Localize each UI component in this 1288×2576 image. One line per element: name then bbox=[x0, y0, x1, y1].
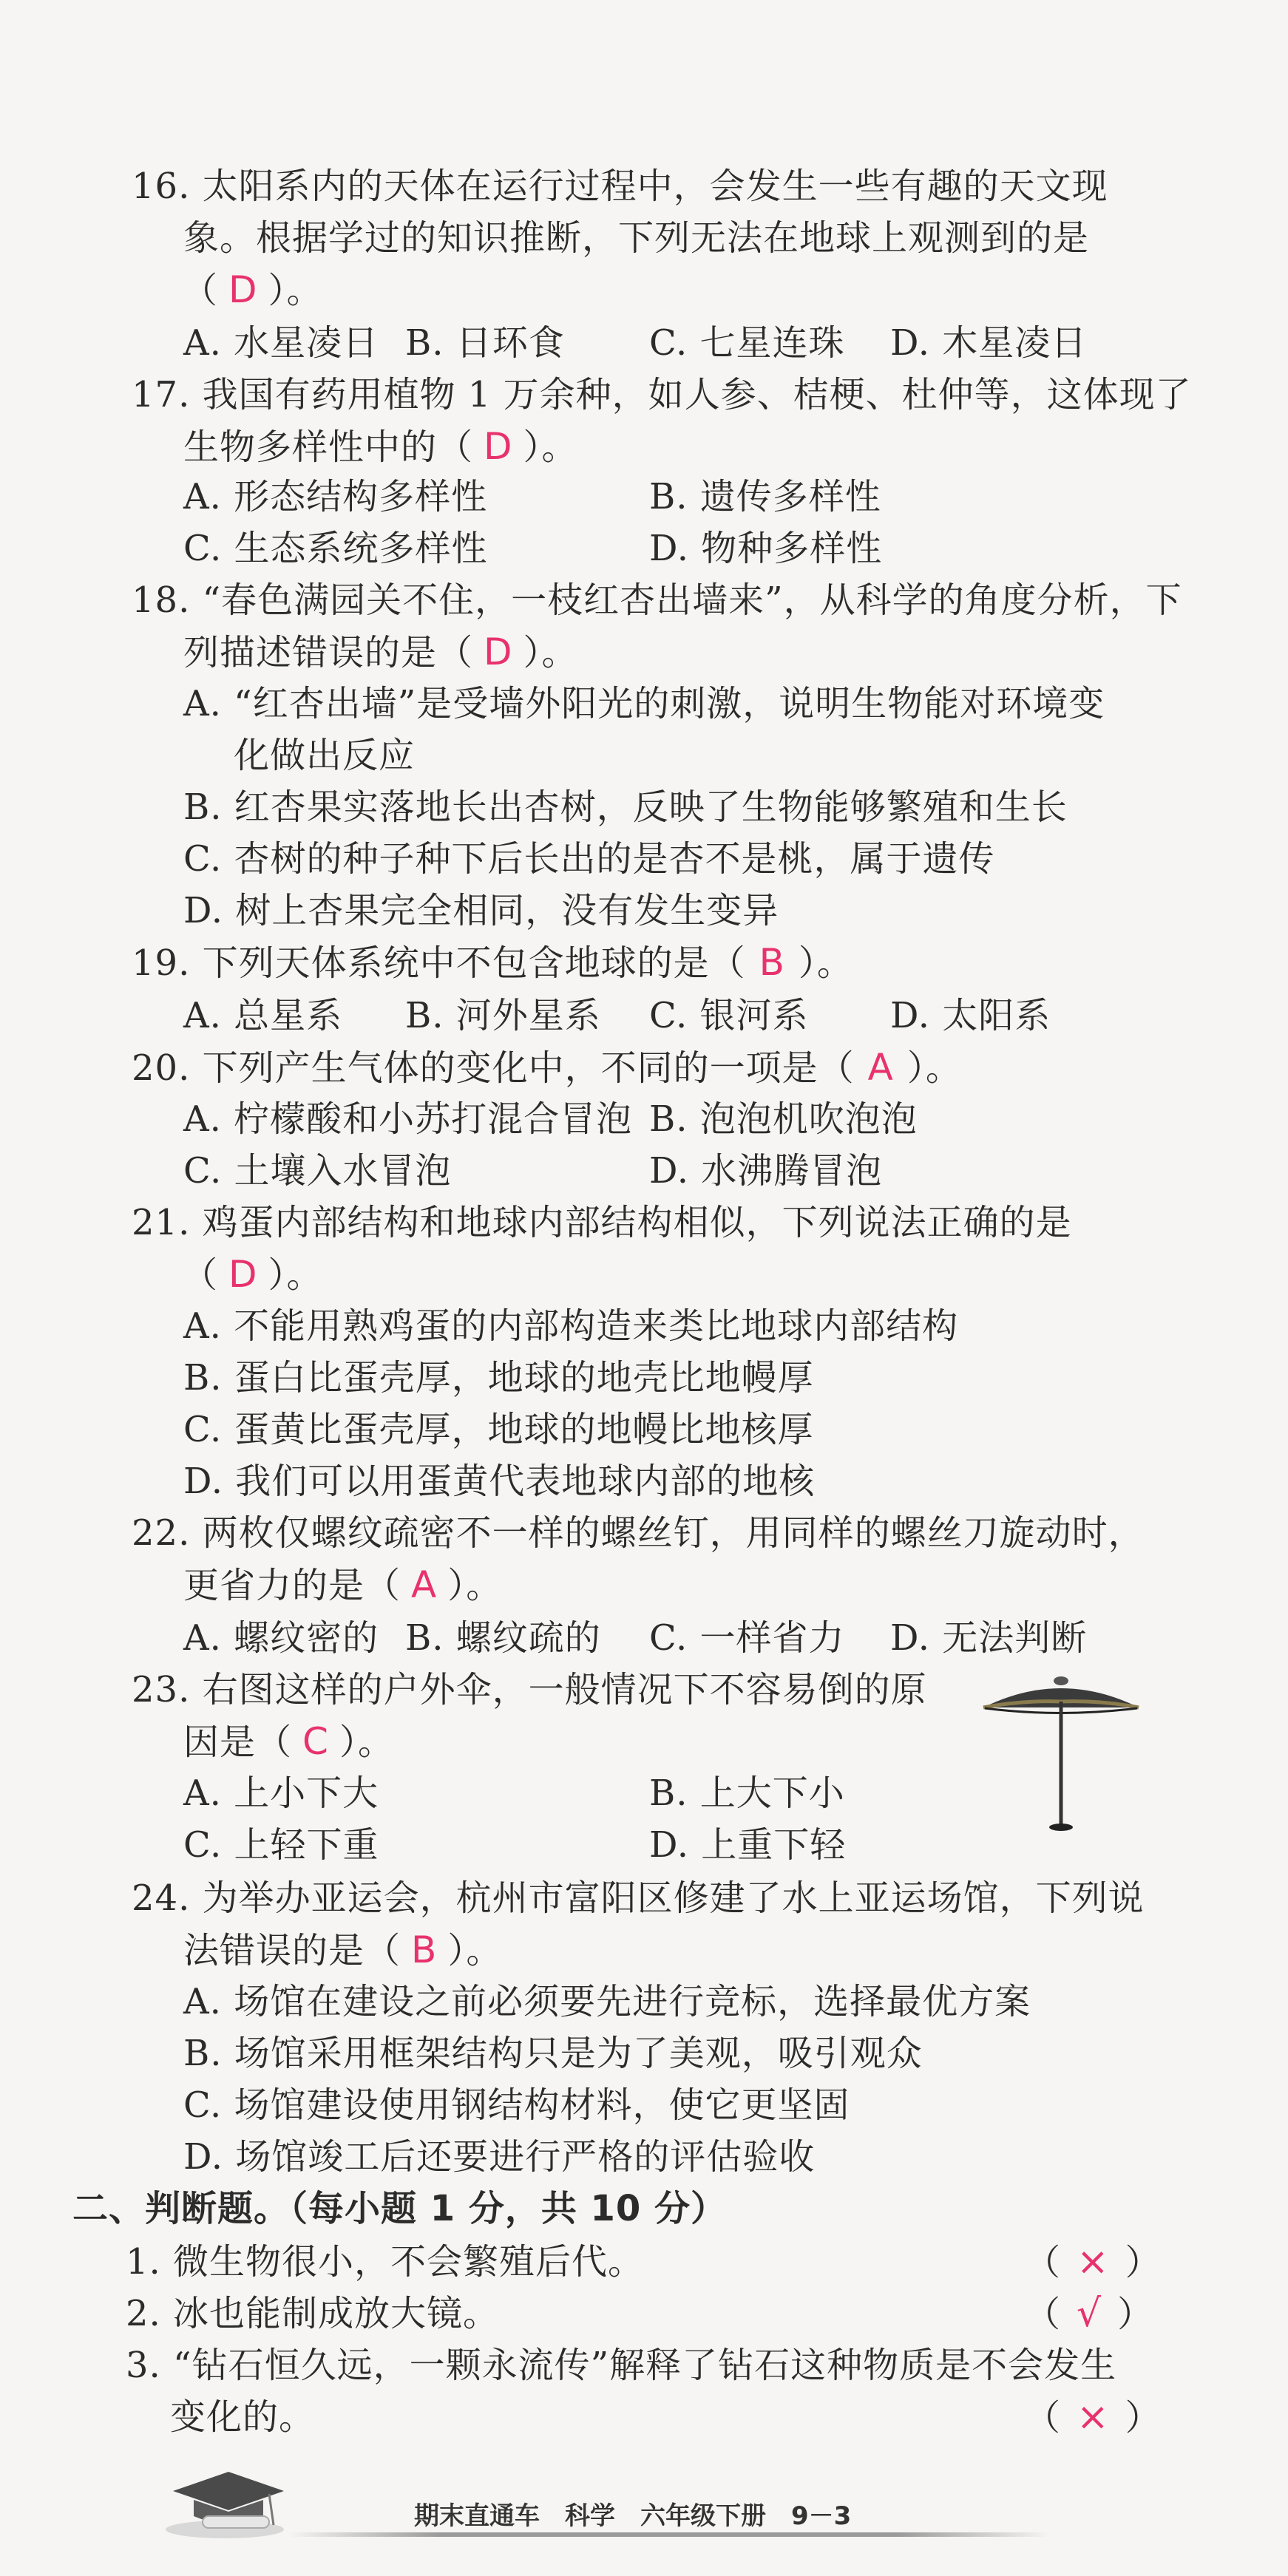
paren-close: ）。 bbox=[447, 1565, 503, 1606]
judge-1-mark bbox=[1025, 2240, 1161, 2285]
paren-close: ）。 bbox=[339, 1722, 394, 1763]
paren-open: （ bbox=[182, 270, 219, 311]
q17-opt-b: B. 遗传多样性 bbox=[649, 476, 881, 517]
q16-answer-line bbox=[182, 268, 323, 313]
q22-opt-d: D. 无法判断 bbox=[890, 1617, 1088, 1659]
q23-opt-a: A. 上小下大 bbox=[183, 1773, 379, 1814]
q18-opt-a-line2: 化做出反应 bbox=[234, 735, 416, 776]
paren-close: ）。 bbox=[447, 1930, 503, 1971]
q22-opt-b: B. 螺纹疏的 bbox=[405, 1617, 601, 1659]
paren-close: ） bbox=[1125, 2397, 1161, 2439]
q20-line1 bbox=[132, 1045, 962, 1090]
q16-line2: 象。根据学过的知识推断，下列无法在地球上观测到的是 bbox=[183, 217, 1090, 259]
q24-opt-d: D. 场馆竣工后还要进行严格的评估验收 bbox=[183, 2136, 816, 2178]
q18-opt-c: C. 杏树的种子种下后长出的是杏不是桃，属于遗传 bbox=[183, 838, 995, 880]
q23-opt-b: B. 上大下小 bbox=[649, 1773, 845, 1814]
q23-line2 bbox=[183, 1719, 394, 1764]
q21-opt-a: A. 不能用熟鸡蛋的内部构造来类比地球内部结构 bbox=[183, 1305, 959, 1347]
q23-line2-text: 因是（ bbox=[183, 1722, 293, 1763]
q18-opt-b: B. 红杏果实落地长出杏树，反映了生物能够繁殖和生长 bbox=[183, 786, 1068, 828]
q18-line2 bbox=[183, 630, 578, 675]
q22-line1: 22. 两枚仅螺纹疏密不一样的螺丝钉，用同样的螺丝刀旋动时， bbox=[132, 1512, 1145, 1554]
q16-opt-a: A. 水星凌日 bbox=[183, 322, 379, 364]
q16-opt-b: B. 日环食 bbox=[405, 322, 565, 364]
q21-opt-b: B. 蛋白比蛋壳厚，地球的地壳比地幔厚 bbox=[183, 1357, 814, 1399]
q21-answer: D bbox=[228, 1253, 258, 1296]
q19-line1-text: 19. 下列天体系统中不包含地球的是（ bbox=[132, 942, 746, 984]
footer-rule bbox=[288, 2532, 1050, 2537]
q24-line1: 24. 为举办亚运会，杭州市富阳区修建了水上亚运场馆，下列说 bbox=[132, 1877, 1145, 1919]
q19-line1 bbox=[132, 940, 853, 985]
q19-opt-c: C. 银河系 bbox=[649, 995, 809, 1036]
judge-3-mark bbox=[1025, 2395, 1161, 2440]
q24-line2-text: 法错误的是（ bbox=[183, 1930, 401, 1971]
q21-answer-line bbox=[182, 1252, 323, 1297]
q22-opt-c: C. 一样省力 bbox=[649, 1617, 845, 1659]
q16-opt-d: D. 木星凌日 bbox=[890, 322, 1088, 364]
q21-line1: 21. 鸡蛋内部结构和地球内部结构相似，下列说法正确的是 bbox=[132, 1202, 1072, 1243]
judge-2-text: 2. 冰也能制成放大镜。 bbox=[126, 2293, 500, 2334]
q23-line1: 23. 右图这样的户外伞，一般情况下不容易倒的原 bbox=[132, 1669, 927, 1710]
q20-line1-text: 20. 下列产生气体的变化中，不同的一项是（ bbox=[132, 1047, 855, 1089]
q17-opt-d: D. 物种多样性 bbox=[649, 528, 883, 569]
q21-opt-d: D. 我们可以用蛋黄代表地球内部的地核 bbox=[183, 1461, 816, 1502]
q17-opt-c: C. 生态系统多样性 bbox=[183, 528, 488, 569]
paren-close: ） bbox=[1117, 2294, 1153, 2335]
q17-line2 bbox=[183, 424, 578, 469]
q23-opt-d: D. 上重下轻 bbox=[649, 1824, 847, 1866]
judge-3-text-line2: 变化的。 bbox=[170, 2396, 316, 2438]
q22-line2-text: 更省力的是（ bbox=[183, 1565, 401, 1606]
footer-text: 期末直通车 科学 六年级下册 9－3 bbox=[414, 2501, 852, 2531]
q18-opt-d: D. 树上杏果完全相同，没有发生变异 bbox=[183, 890, 779, 931]
judge-2-answer: √ bbox=[1077, 2291, 1102, 2336]
q20-answer: A bbox=[867, 1046, 894, 1089]
q22-line2 bbox=[183, 1563, 502, 1608]
q18-line2-text: 列描述错误的是（ bbox=[183, 632, 474, 673]
q17-answer: D bbox=[484, 425, 513, 468]
paren-close: ） bbox=[1125, 2242, 1161, 2283]
judge-3-text-line1: 3. “钻石恒久远，一颗永流传”解释了钻石这种物质是不会发生 bbox=[126, 2345, 1117, 2386]
paren-open: （ bbox=[1025, 2242, 1061, 2283]
judge-1-text: 1. 微生物很小，不会繁殖后代。 bbox=[126, 2241, 645, 2283]
q24-opt-b: B. 场馆采用框架结构只是为了美观，吸引观众 bbox=[183, 2033, 923, 2074]
q20-opt-d: D. 水沸腾冒泡 bbox=[649, 1150, 883, 1192]
paren-close: ）。 bbox=[906, 1047, 962, 1089]
q23-opt-c: C. 上轻下重 bbox=[183, 1824, 379, 1866]
q16-line1: 16. 太阳系内的天体在运行过程中，会发生一些有趣的天文现 bbox=[132, 166, 1108, 207]
q22-answer: A bbox=[411, 1563, 438, 1606]
q23-answer: C bbox=[302, 1720, 329, 1763]
q21-opt-c: C. 蛋黄比蛋壳厚，地球的地幔比地核厚 bbox=[183, 1409, 814, 1450]
q18-answer: D bbox=[484, 631, 513, 673]
judge-2-mark bbox=[1025, 2291, 1153, 2337]
q20-opt-c: C. 土壤入水冒泡 bbox=[183, 1150, 452, 1192]
q18-opt-a-line1: A. “红杏出墙”是受墙外阳光的刺激，说明生物能对环境变 bbox=[183, 683, 1105, 724]
q19-opt-b: B. 河外星系 bbox=[405, 995, 601, 1036]
paren-close: ）。 bbox=[523, 426, 578, 468]
paren-close: ）。 bbox=[523, 632, 578, 673]
paren-open: （ bbox=[182, 1254, 219, 1296]
patio-umbrella-illustration bbox=[976, 1672, 1146, 1835]
q22-opt-a: A. 螺纹密的 bbox=[183, 1617, 379, 1659]
judge-3-answer: × bbox=[1077, 2395, 1109, 2439]
q18-line1: 18. “春色满园关不住，一枝红杏出墙来”，从科学的角度分析，下 bbox=[132, 580, 1182, 621]
paren-close: ）。 bbox=[268, 1254, 323, 1296]
judge-1-answer: × bbox=[1077, 2240, 1109, 2284]
q19-opt-a: A. 总星系 bbox=[183, 995, 343, 1036]
q17-line2-text: 生物多样性中的（ bbox=[183, 426, 474, 468]
q16-opt-c: C. 七星连珠 bbox=[649, 322, 845, 364]
graduation-cap-icon bbox=[158, 2461, 299, 2543]
q24-answer: B bbox=[411, 1928, 438, 1971]
paren-close: ）。 bbox=[268, 270, 323, 311]
q17-line1: 17. 我国有药用植物 1 万余种，如人参、桔梗、杜仲等，这体现了 bbox=[132, 374, 1192, 415]
paren-open: （ bbox=[1025, 2294, 1061, 2335]
paren-close: ）。 bbox=[798, 942, 853, 984]
q24-opt-c: C. 场馆建设使用钢结构材料，使它更坚固 bbox=[183, 2084, 850, 2126]
q17-opt-a: A. 形态结构多样性 bbox=[183, 476, 488, 517]
paren-open: （ bbox=[1025, 2397, 1061, 2439]
q20-opt-b: B. 泡泡机吹泡泡 bbox=[649, 1098, 918, 1140]
q16-answer: D bbox=[228, 268, 258, 311]
q19-opt-d: D. 太阳系 bbox=[890, 995, 1051, 1036]
q20-opt-a: A. 柠檬酸和小苏打混合冒泡 bbox=[183, 1098, 633, 1140]
q24-opt-a: A. 场馆在建设之前必须要先进行竞标，选择最优方案 bbox=[183, 1981, 1031, 2022]
q24-line2 bbox=[183, 1928, 502, 1973]
q19-answer: B bbox=[759, 941, 785, 984]
section2-title: 二、判断题。（每小题 1 分，共 10 分） bbox=[72, 2188, 728, 2229]
